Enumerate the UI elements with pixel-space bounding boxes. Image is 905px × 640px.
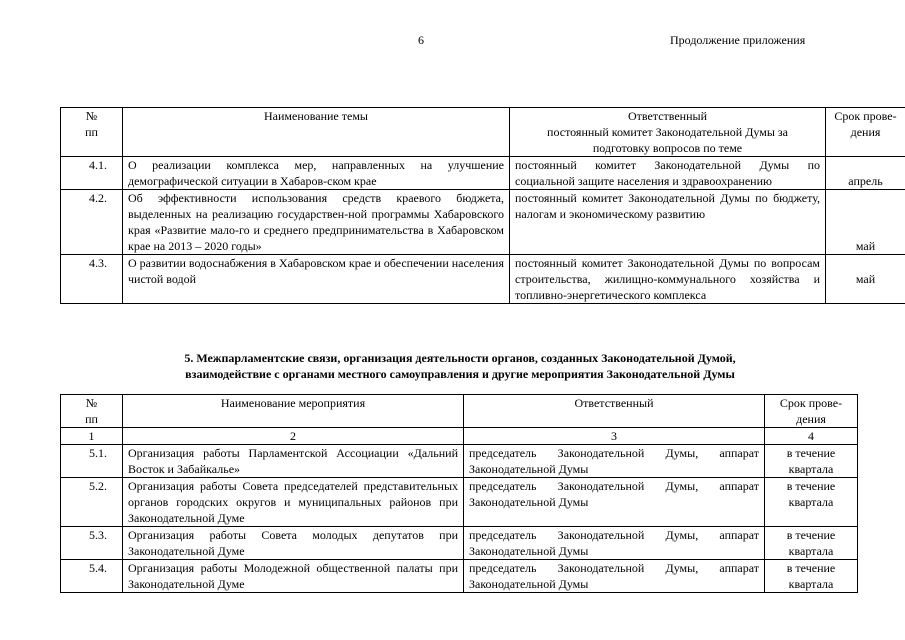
row-responsible: председатель Законодательной Думы, аппарат Законодательной Думы	[464, 560, 765, 593]
section-5-title: 5. Межпарламентские связи, организация деятельности органов, созданных Законодательной Думой, взаимодействие с органами местного самоуправления и другие мероприятия Законодательной Думы	[184, 351, 736, 381]
col-number: 2	[123, 428, 464, 445]
row-number: 4.1.	[61, 157, 123, 190]
row-number: 5.2.	[61, 478, 123, 527]
events-table	[60, 394, 858, 593]
col-number: 4	[765, 428, 858, 445]
col-header-responsible: Ответственный	[464, 395, 765, 428]
row-number: 5.4.	[61, 560, 123, 593]
row-event: Организация работы Парламентской Ассоциации «Дальний Восток и Забайкалье»	[123, 445, 464, 478]
table-row	[61, 255, 905, 304]
row-number: 5.1.	[61, 445, 123, 478]
col-header-num: № пп	[61, 395, 123, 428]
row-deadline: май	[826, 190, 905, 255]
table-row	[61, 527, 858, 560]
row-deadline: в течение квартала	[765, 445, 858, 478]
col-header-topic: Наименование темы	[123, 108, 510, 157]
row-number: 5.3.	[61, 527, 123, 560]
table-header-row	[61, 395, 858, 428]
table-row	[61, 560, 858, 593]
row-responsible: председатель Законодательной Думы, аппарат Законодательной Думы	[464, 478, 765, 527]
col-header-deadline: Срок прове- дения	[765, 395, 858, 428]
row-event: Организация работы Совета молодых депутатов при Законодательной Думе	[123, 527, 464, 560]
topics-table	[60, 107, 905, 304]
col-header-deadline: Срок прове- дения	[826, 108, 905, 157]
table-row	[61, 157, 905, 190]
col-number: 1	[61, 428, 123, 445]
row-topic: О развитии водоснабжения в Хабаровском крае и обеспечении населения чистой водой	[123, 255, 510, 304]
column-numbers-row	[61, 428, 858, 445]
row-deadline: в течение квартала	[765, 560, 858, 593]
row-deadline: май	[826, 255, 905, 304]
row-responsible: постоянный комитет Законодательной Думы по социальной защите населения и здравоохранению	[510, 157, 826, 190]
col-header-responsible: Ответственный постоянный комитет Законодательной Думы за подготовку вопросов по теме	[510, 108, 826, 157]
row-number: 4.3.	[61, 255, 123, 304]
row-deadline: в течение квартала	[765, 527, 858, 560]
table-header-row	[61, 108, 905, 157]
row-responsible: председатель Законодательной Думы, аппарат Законодательной Думы	[464, 527, 765, 560]
row-topic: Об эффективности использования средств краевого бюджета, выделенных на реализацию государствен-ной программы Хабаровского края «Развитие мало-го и среднего предпринимательства в Хабаровском крае на 2013 – 2020 годы»	[123, 190, 510, 255]
row-deadline: апрель	[826, 157, 905, 190]
row-responsible: постоянный комитет Законодательной Думы по вопросам строительства, жилищно-коммунального хозяйства и топливно-энергетического комплекса	[510, 255, 826, 304]
row-event: Организация работы Совета председателей представительных органов городских округов и муниципальных районов при Законодательной Думе	[123, 478, 464, 527]
page-number: 6	[418, 33, 424, 47]
table-row	[61, 478, 858, 527]
col-number: 3	[464, 428, 765, 445]
row-topic: О реализации комплекса мер, направленных на улучшение демографической ситуации в Хабаров-ском крае	[123, 157, 510, 190]
row-number: 4.2.	[61, 190, 123, 255]
row-responsible: председатель Законодательной Думы, аппарат Законодательной Думы	[464, 445, 765, 478]
table-row	[61, 445, 858, 478]
col-header-num: № пп	[61, 108, 123, 157]
col-header-event: Наименование мероприятия	[123, 395, 464, 428]
row-deadline: в течение квартала	[765, 478, 858, 527]
continuation-label: Продолжение приложения	[670, 33, 806, 47]
row-responsible: постоянный комитет Законодательной Думы по бюджету, налогам и экономическому развитию	[510, 190, 826, 255]
row-event: Организация работы Молодежной общественной палаты при Законодательной Думе	[123, 560, 464, 593]
table-row	[61, 190, 905, 255]
